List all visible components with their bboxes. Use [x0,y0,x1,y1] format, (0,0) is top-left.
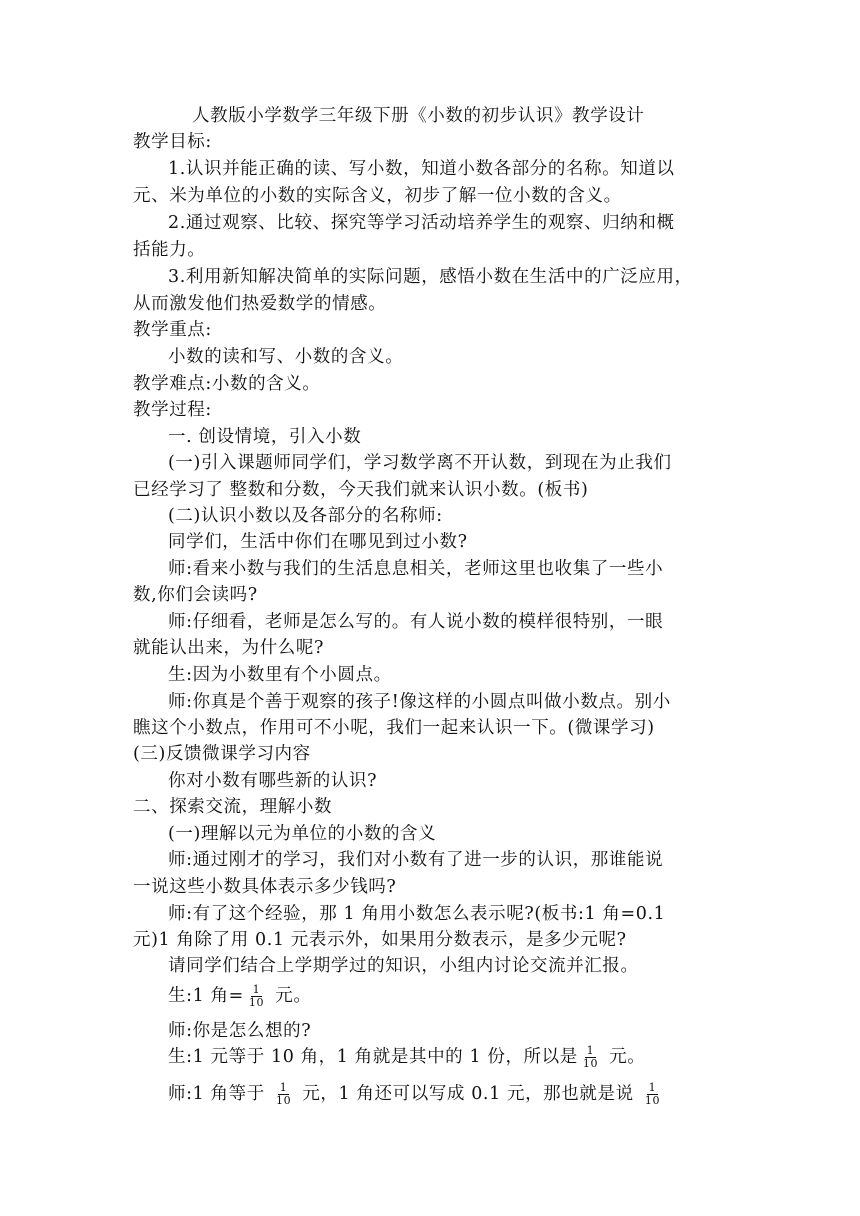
paragraph-line: 师:看来小数与我们的生活息息相关，老师这里也收集了一些小 [168,559,664,579]
fraction-line [168,984,311,1009]
fraction-denominator: 10 [275,1094,292,1107]
paragraph-line: (二)认识小数以及各部分的名称师: [168,506,443,526]
paragraph-line: 元、米为单位的小数的实际含义，初步了解一位小数的含义。 [133,186,622,206]
paragraph-line: 师:仔细看，老师是怎么写的。有人说小数的模样很特别，一眼 [168,612,664,632]
fraction-one-tenth [247,984,266,1009]
fraction-denominator: 10 [644,1094,661,1107]
paragraph-line: 一说这些小数具体表示多少钱吗? [133,877,397,897]
text-segment: 师:1 角等于 [168,1084,271,1104]
text-segment: 生:1 角= [168,986,244,1006]
text-segment: 生:1 元等于 10 角，1 角就是其中的 1 份，所以是 [168,1047,578,1067]
paragraph-line: 从而激发他们热爱数学的情感。 [133,294,387,314]
fraction-numerator: 1 [252,983,261,996]
document-title: 人教版小学数学三年级下册《小数的初步认识》教学设计 [192,106,645,126]
paragraph-line: 3.利用新知解决简单的实际问题，感悟小数在生活中的广泛应用， [168,267,693,287]
fraction-one-tenth [274,1082,293,1107]
paragraph-line: 数,你们会读吗? [133,585,258,605]
paragraph-line: 2.通过观察、比较、探究等学习活动培养学生的观察、归纳和概 [168,213,675,233]
fraction-one-tenth [581,1045,600,1070]
paragraph-line: 教学目标: [133,132,212,152]
fraction-denominator: 10 [248,996,265,1009]
paragraph-line: 括能力。 [133,240,206,260]
paragraph-line: 二、探索交流，理解小数 [133,797,333,817]
text-segment: 元。 [603,1047,646,1067]
fraction-numerator: 1 [586,1044,595,1057]
paragraph-line: 请同学们结合上学期学过的知识，小组内讨论交流并汇报。 [168,956,639,976]
text-segment: 元，1 角还可以写成 0.1 元，那也就是说 [296,1084,640,1104]
paragraph-line: (三)反馈微课学习内容 [133,744,311,764]
paragraph-line: 生:因为小数里有个小圆点。 [168,665,392,685]
paragraph-line: 你对小数有哪些新的认识? [168,771,378,791]
paragraph-line: 教学难点:小数的含义。 [133,374,321,394]
paragraph-line: 教学重点: [133,320,212,340]
paragraph-line: (一)理解以元为单位的小数的含义 [168,824,437,844]
paragraph-line: 一. 创设情境，引入小数 [168,427,362,447]
paragraph-line: 教学过程: [133,400,212,420]
fraction-denominator: 10 [582,1057,599,1070]
paragraph-line: 就能认出来，为什么呢? [133,638,324,658]
fraction-line [168,1045,645,1070]
paragraph-line: 师:你真是个善于观察的孩子!像这样的小圆点叫做小数点。别小 [168,692,671,712]
fraction-one-tenth [643,1082,662,1107]
paragraph-line: 元)1 角除了用 0.1 元表示外，如果用分数表示，是多少元呢? [133,930,627,950]
paragraph-line: 同学们，生活中你们在哪见到过小数? [168,532,468,552]
paragraph-line: 1.认识并能正确的读、写小数，知道小数各部分的名称。知道以 [168,159,675,179]
paragraph-line: 小数的读和写、小数的含义。 [168,347,404,367]
fraction-line [168,1082,665,1107]
paragraph-line: 瞧这个小数点，作用可不小呢，我们一起来认识一下。(微课学习) [133,718,655,738]
paragraph-line: 已经学习了 整数和分数，今天我们就来认识小数。(板书) [133,480,589,500]
fraction-numerator: 1 [279,1081,288,1094]
paragraph-line: (一)引入课题师同学们，学习数学离不开认数，到现在为止我们 [168,453,672,473]
paragraph-line: 师:你是怎么想的? [168,1021,312,1041]
fraction-numerator: 1 [648,1081,657,1094]
text-segment: 元。 [269,986,312,1006]
paragraph-line: 师:通过刚才的学习，我们对小数有了进一步的认识，那谁能说 [168,850,664,870]
paragraph-line: 师:有了这个经验，那 1 角用小数怎么表示呢?(板书:1 角=0.1 [168,904,666,924]
